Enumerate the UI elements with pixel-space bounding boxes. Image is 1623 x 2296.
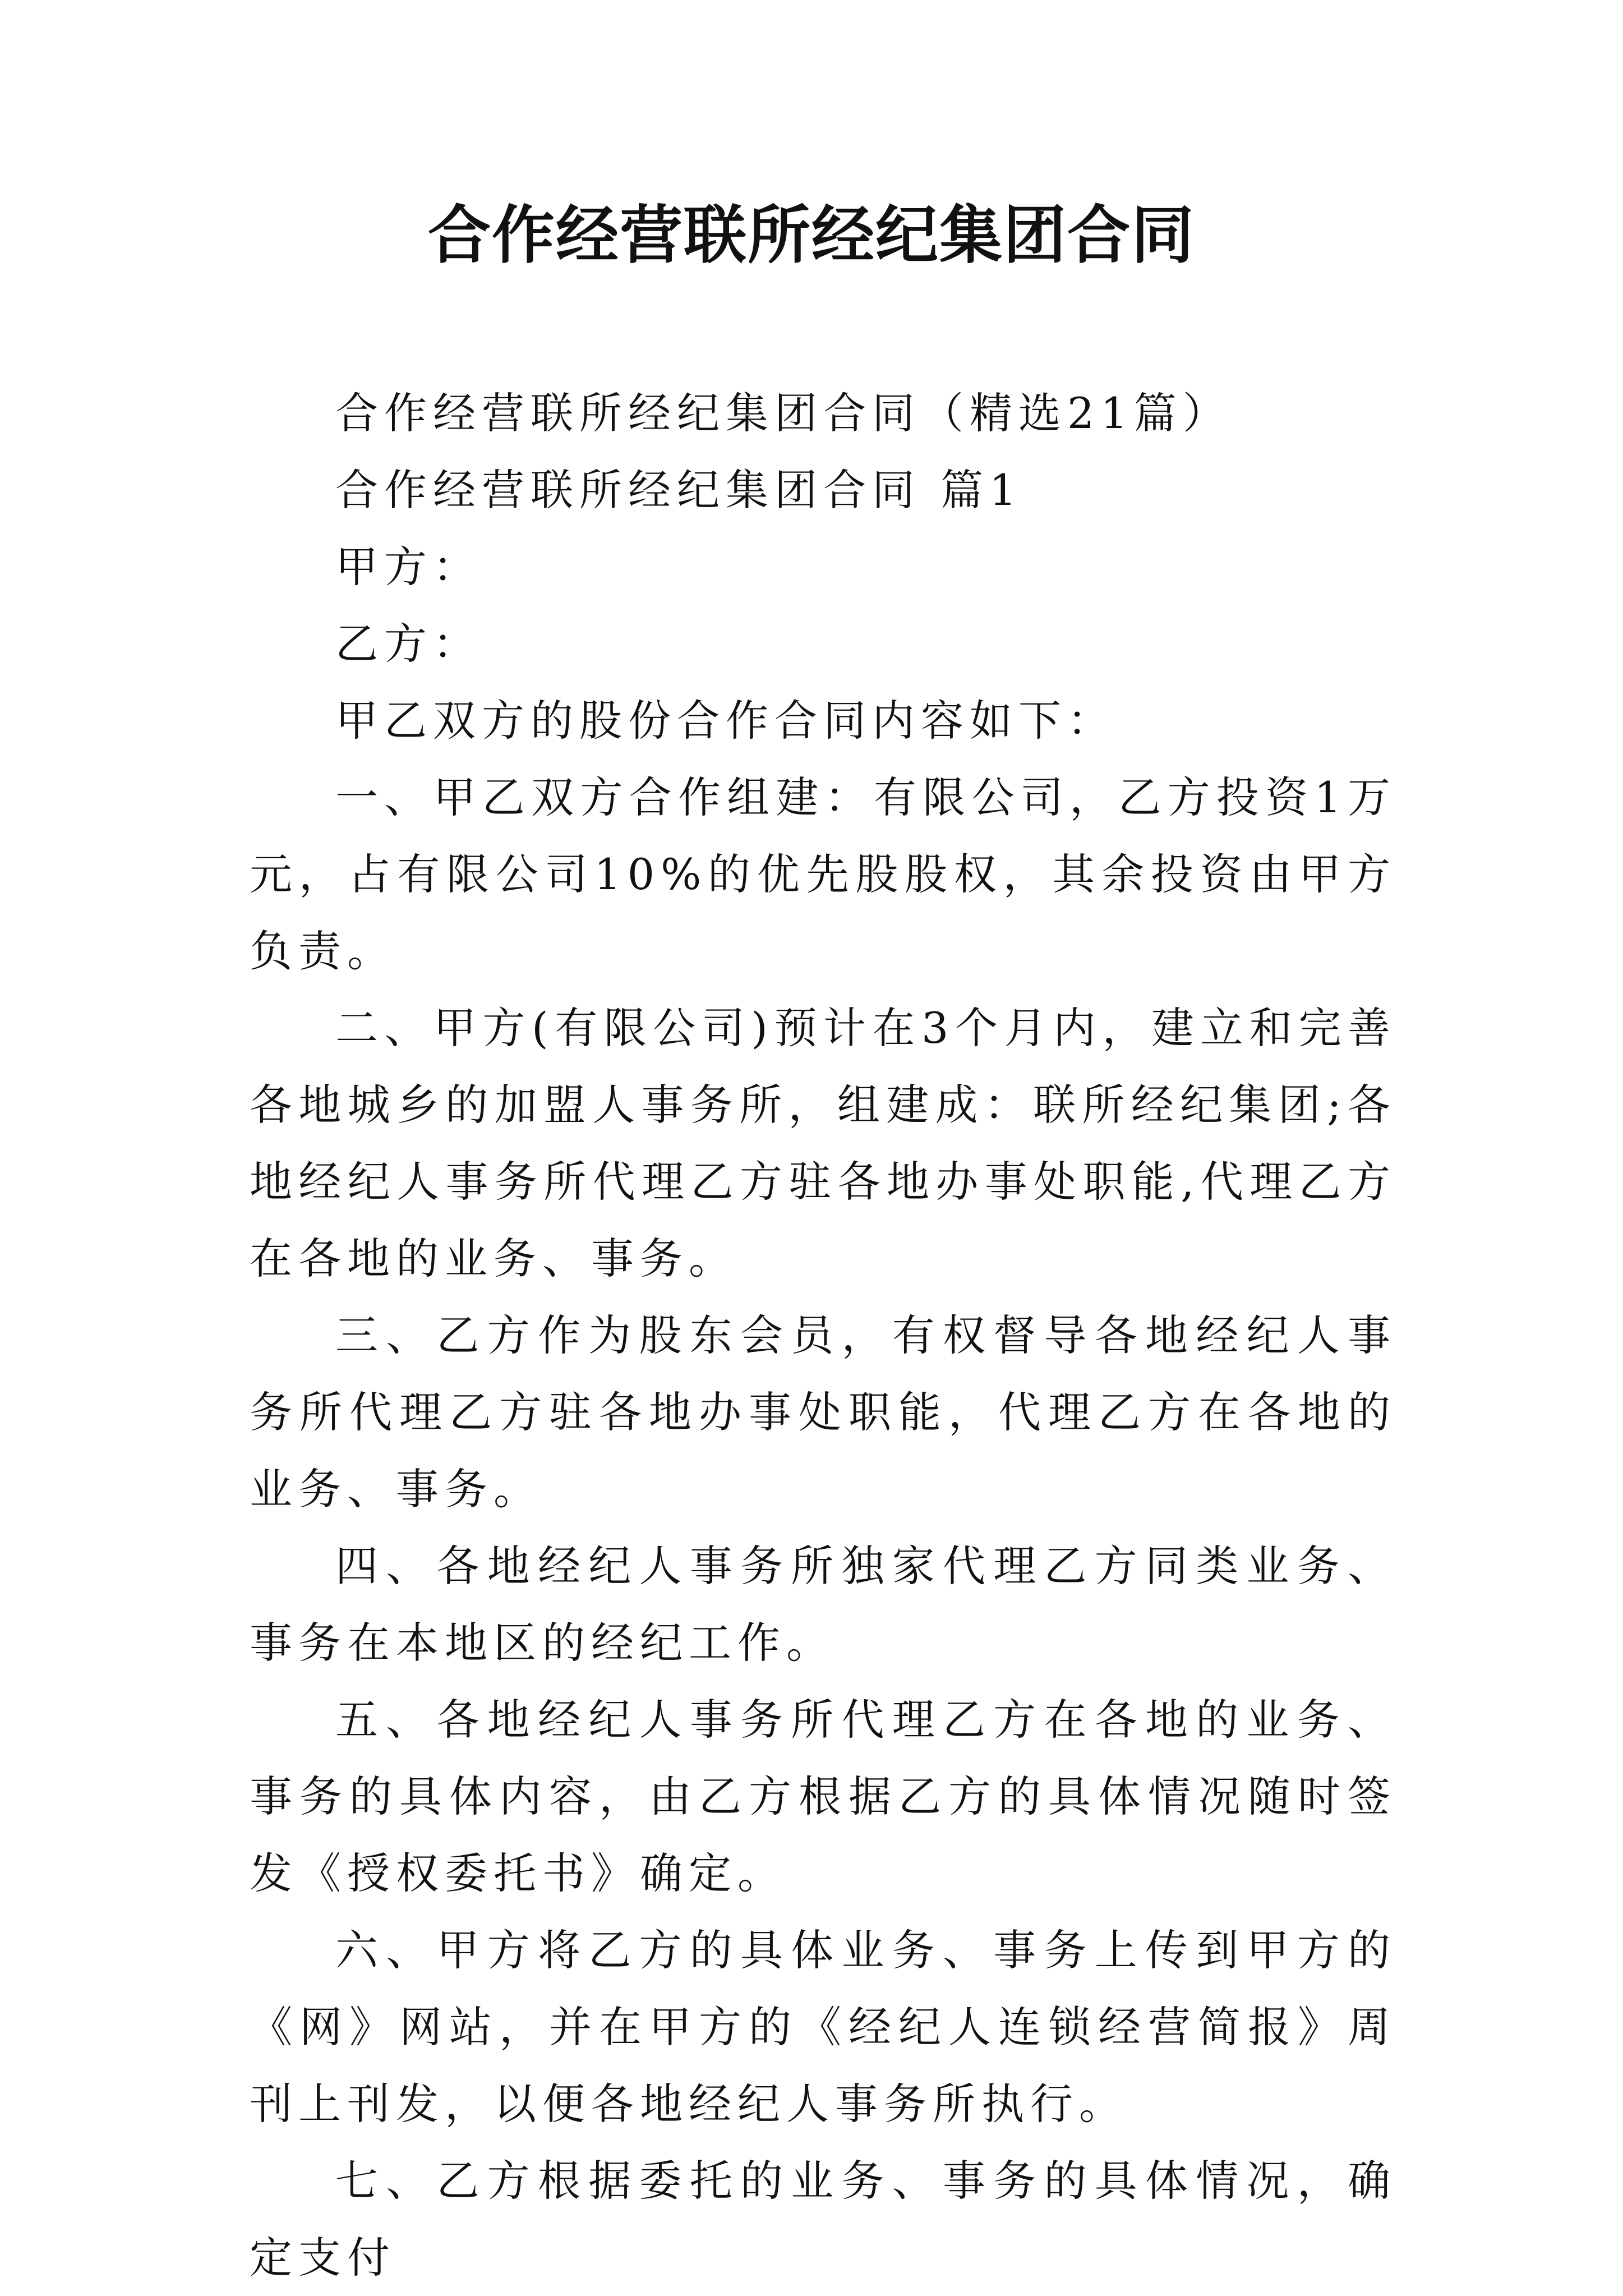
document-body (250, 375, 1396, 2296)
paragraph-clause-4: 四、各地经纪人事务所独家代理乙方同类业务、事务在本地区的经纪工作。 (250, 1541, 1396, 1668)
paragraph-clause-6: 六、甲方将乙方的具体业务、事务上传到甲方的《网》网站，并在甲方的《经纪人连锁经营简报》周刊上刊发，以便各地经纪人事务所执行。 (250, 1925, 1396, 2129)
paragraph-intro: 甲乙双方的股份合作合同内容如下： (335, 696, 1116, 746)
paragraph-clause-3: 三、乙方作为股东会员，有权督导各地经纪人事务所代理乙方驻各地办事处职能，代理乙方在各地的业务、事务。 (250, 1310, 1396, 1514)
paragraph-party-a: 甲方： (335, 542, 482, 592)
document-title: 合作经营联所经纪集团合同 (428, 199, 1195, 272)
paragraph-party-b: 乙方： (335, 619, 482, 669)
paragraph-section-heading: 合作经营联所经纪集团合同 篇1 (335, 465, 1023, 515)
paragraph-clause-5: 五、各地经纪人事务所代理乙方在各地的业务、事务的具体内容，由乙方根据乙方的具体情况随时签发《授权委托书》确定。 (250, 1695, 1396, 1898)
paragraph-subtitle: 合作经营联所经纪集团合同（精选21篇） (335, 388, 1232, 438)
paragraph-clause-2: 二、甲方(有限公司)预计在3个月内，建立和完善各地城乡的加盟人事务所，组建成：联所经纪集团;各地经纪人事务所代理乙方驻各地办事处职能,代理乙方在各地的业务、事务。 (250, 1003, 1396, 1283)
paragraph-clause-1: 一、甲乙双方合作组建：有限公司，乙方投资1万元，占有限公司10%的优先股股权，其余投资由甲方负责。 (250, 772, 1396, 976)
paragraph-clause-7: 七、乙方根据委托的业务、事务的具体情况，确定支付 (250, 2156, 1396, 2283)
